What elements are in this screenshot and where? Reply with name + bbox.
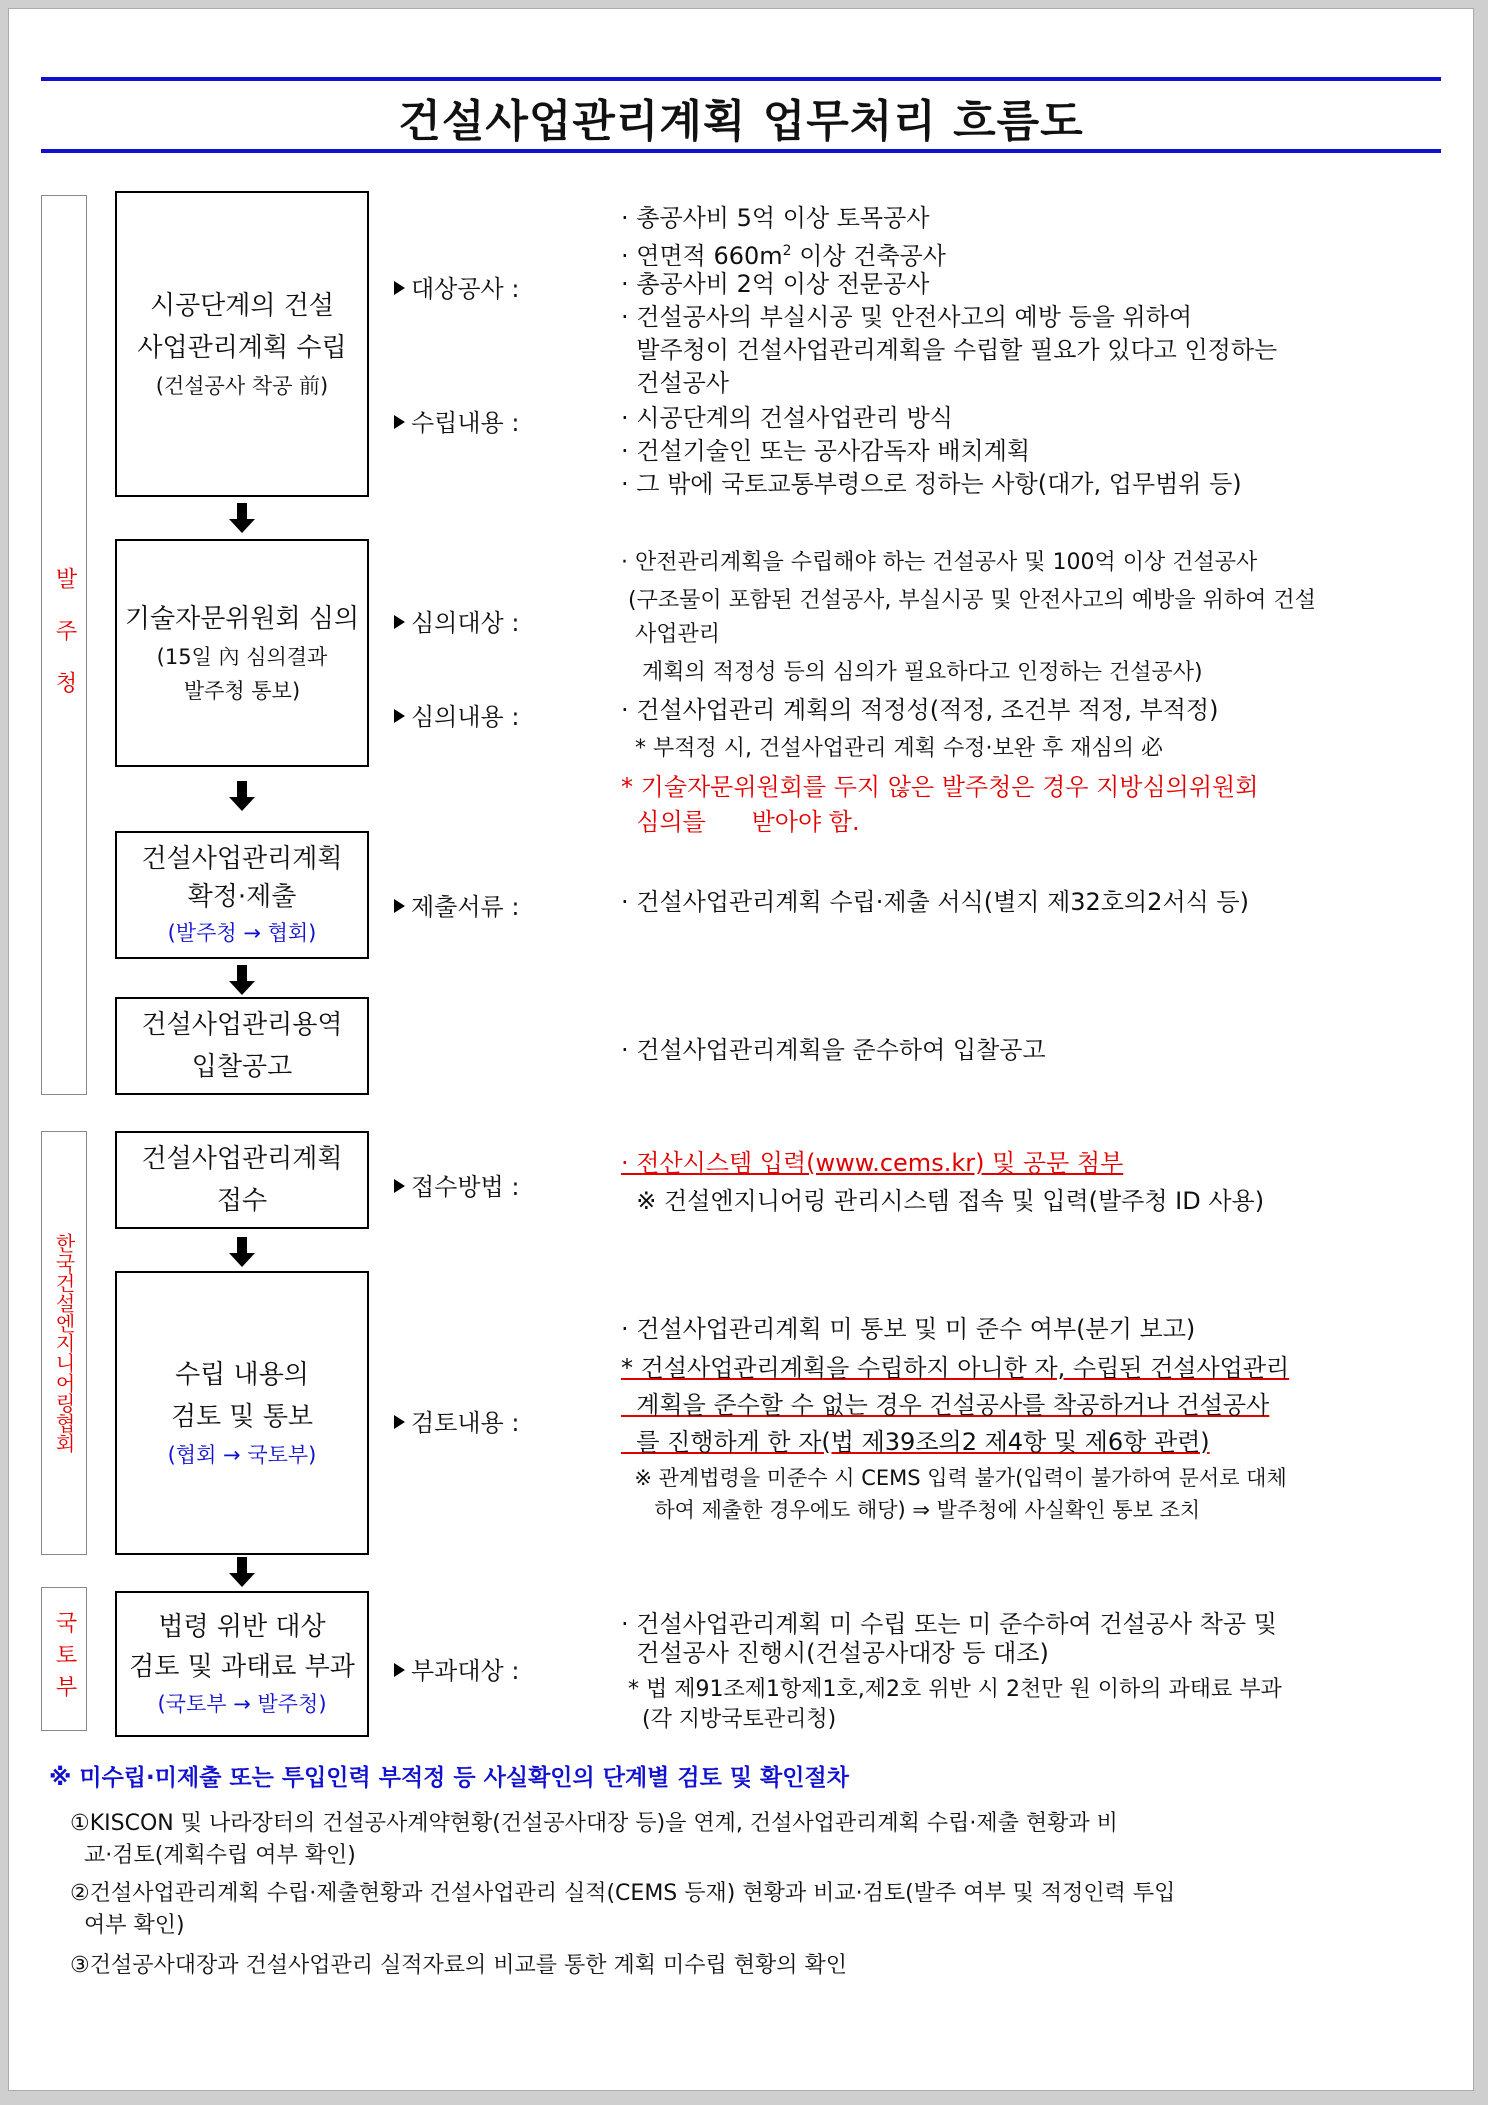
box-line: 법령 위반 대상 xyxy=(158,1612,326,1642)
box-flow-direction: (국토부 → 발주청) xyxy=(157,1692,327,1716)
label-review-content xyxy=(394,697,519,732)
triangle-bullet-icon xyxy=(394,899,405,913)
box-flow-direction: (발주청 → 협회) xyxy=(167,921,317,945)
text-line: · 총공사비 5억 이상 토목공사 xyxy=(621,204,930,232)
text-line: * 부적정 시, 건설사업관리 계획 수정·보완 후 재심의 必 xyxy=(621,736,1163,761)
side-label-ministry xyxy=(41,1587,87,1731)
box-line: 건설사업관리용역 xyxy=(141,1010,343,1040)
label-penalty-target xyxy=(394,1651,519,1686)
box-line: 건설사업관리계획 xyxy=(141,1144,343,1174)
text-line: * 법 제91조제1항제1호,제2호 위반 시 2천만 원 이하의 과태료 부과 xyxy=(621,1677,1282,1702)
triangle-bullet-icon xyxy=(394,709,405,723)
label-text: 검토내용 : xyxy=(411,1409,520,1437)
text-line: · 총공사비 2억 이상 전문공사 xyxy=(621,270,930,298)
box-line: 확정·제출 xyxy=(187,882,297,912)
text-line: 건설공사 xyxy=(621,369,729,397)
flow-step-plan-establishment xyxy=(115,191,369,497)
text-line-underlined: 계획을 준수할 수 없는 경우 건설공사를 착공하거나 건설공사 xyxy=(621,1391,1270,1419)
text-line: ※ 건설엔지니어링 관리시스템 접속 및 입력(발주청 ID 사용) xyxy=(621,1187,1265,1215)
flow-step-confirm-submit xyxy=(115,831,369,959)
text-line: · 시공단계의 건설사업관리 방식 xyxy=(621,404,953,432)
down-arrow-icon xyxy=(227,1557,257,1587)
label-submission-docs xyxy=(394,887,519,922)
document-page xyxy=(8,8,1474,2091)
text-line: 발주청이 건설사업관리계획을 수립할 필요가 있다고 인정하는 xyxy=(621,336,1278,364)
down-arrow-icon xyxy=(227,1237,257,1267)
flow-step-review-notify xyxy=(115,1271,369,1555)
box-line: 접수 xyxy=(216,1186,268,1216)
text-part: · 연면적 660m xyxy=(621,242,783,270)
box-line: 시공단계의 건설 xyxy=(149,291,335,321)
label-target-works xyxy=(394,269,519,304)
box-line: 검토 및 과태료 부과 xyxy=(129,1652,355,1682)
flow-step-advisory-review xyxy=(115,539,369,767)
box-line: 수립 내용의 xyxy=(175,1360,309,1390)
text-line-underlined: 를 진행하게 한 자(법 제39조의2 제4항 및 제6항 관련) xyxy=(621,1428,1210,1456)
label-text: 부과대상 : xyxy=(411,1657,520,1685)
label-review-items xyxy=(394,1403,519,1438)
down-arrow-icon xyxy=(227,503,257,533)
procedure-note: 여부 확인) xyxy=(49,1913,185,1938)
box-line: 검토 및 통보 xyxy=(170,1402,314,1432)
text-line: · 건설사업관리계획 수립·제출 서식(별지 제32호의2서식 등) xyxy=(621,888,1249,916)
procedure-note: 교·검토(계획수립 여부 확인) xyxy=(49,1843,356,1868)
procedure-notes-heading: ※ 미수립·미제출 또는 투입인력 부적정 등 사실확인의 단계별 검토 및 확인절차 xyxy=(49,1765,849,1791)
text-line: · 건설사업관리계획 미 통보 및 미 준수 여부(분기 보고) xyxy=(621,1315,1196,1343)
side-label-text: 국토부 xyxy=(52,1611,77,1707)
flow-step-penalty xyxy=(115,1591,369,1737)
box-line: 건설사업관리계획 xyxy=(141,844,343,874)
label-text: 제출서류 : xyxy=(411,893,520,921)
text-line: (각 지방국토관리청) xyxy=(621,1707,837,1732)
text-line: · 건설사업관리계획을 준수하여 입찰공고 xyxy=(621,1036,1046,1064)
triangle-bullet-icon xyxy=(394,1415,405,1429)
triangle-bullet-icon xyxy=(394,281,405,295)
text-line: 사업관리 xyxy=(621,622,720,647)
text-line: · 건설사업관리계획 미 수립 또는 미 준수하여 건설공사 착공 및 xyxy=(621,1610,1277,1638)
down-arrow-icon xyxy=(227,965,257,995)
triangle-bullet-icon xyxy=(394,615,405,629)
label-text: 대상공사 : xyxy=(411,275,520,303)
procedure-note: ②건설사업관리계획 수립·제출현황과 건설사업관리 실적(CEMS 등재) 현황과 비교·검토(발주 여부 및 적정인력 투입 xyxy=(49,1881,1176,1906)
box-line: 기술자문위원회 심의 xyxy=(124,604,360,634)
box-line: 사업관리계획 수립 xyxy=(137,333,347,363)
text-line: (구조물이 포함된 건설공사, 부실시공 및 안전사고의 예방을 위하여 건설 xyxy=(621,588,1316,613)
text-line: · 그 밖에 국토교통부령으로 정하는 사항(대가, 업무범위 등) xyxy=(621,470,1242,498)
label-text: 심의내용 : xyxy=(411,703,520,731)
title-rule-top xyxy=(41,77,1441,81)
text-line: 계획의 적정성 등의 심의가 필요하다고 인정하는 건설공사) xyxy=(621,660,1203,685)
side-label-association xyxy=(41,1131,87,1555)
label-text: 심의대상 : xyxy=(411,609,520,637)
text-part: 이상 건축공사 xyxy=(791,242,946,270)
box-line: 입찰공고 xyxy=(191,1052,293,1082)
procedure-note: ③건설공사대장과 건설사업관리 실적자료의 비교를 통한 계획 미수립 현황의 확인 xyxy=(49,1953,847,1978)
text-line: · 건설기술인 또는 공사감독자 배치계획 xyxy=(621,437,1031,465)
text-line-warning: 심의를 받아야 함. xyxy=(621,808,860,836)
text-line-underlined: * 건설사업관리계획을 수립하지 아니한 자, 수립된 건설사업관리 xyxy=(621,1354,1290,1382)
label-receipt-method xyxy=(394,1167,519,1202)
text-line: · 안전관리계획을 수립해야 하는 건설공사 및 100억 이상 건설공사 xyxy=(621,550,1258,575)
text-line: ※ 관계법령을 미준수 시 CEMS 입력 불가(입력이 불가하여 문서로 대체 xyxy=(621,1466,1287,1490)
label-text: 수립내용 : xyxy=(411,409,520,437)
text-line: · 건설사업관리 계획의 적정성(적정, 조건부 적정, 부적정) xyxy=(621,696,1219,724)
triangle-bullet-icon xyxy=(394,1179,405,1193)
text-line-warning: * 기술자문위원회를 두지 않은 발주청은 경우 지방심의위원회 xyxy=(621,773,1259,801)
triangle-bullet-icon xyxy=(394,415,405,429)
flow-step-bid-notice xyxy=(115,997,369,1095)
superscript: 2 xyxy=(782,243,792,259)
flow-step-receipt xyxy=(115,1131,369,1229)
page-title: 건설사업관리계획 업무처리 흐름도 xyxy=(398,96,1084,147)
box-subline: 발주청 통보) xyxy=(183,679,301,703)
title-rule-bottom xyxy=(41,149,1441,153)
text-line: · 건설공사의 부실시공 및 안전사고의 예방 등을 위하여 xyxy=(621,303,1193,331)
label-plan-content xyxy=(394,403,519,438)
text-line: 건설공사 진행시(건설공사대장 등 대조) xyxy=(621,1639,1049,1667)
procedure-note: ①KISCON 및 나라장터의 건설공사계약현황(건설공사대장 등)을 연계, 건설사업관리계획 수립·제출 현황과 비 xyxy=(49,1811,1118,1836)
side-label-ordering-agency xyxy=(41,195,87,1095)
box-subline: (건설공사 착공 前) xyxy=(155,374,329,398)
down-arrow-icon xyxy=(227,781,257,811)
side-label-text: 한국건설엔지니어링협회 xyxy=(52,1233,76,1453)
triangle-bullet-icon xyxy=(394,1663,405,1677)
label-text: 접수방법 : xyxy=(411,1173,520,1201)
box-flow-direction: (협회 → 국토부) xyxy=(167,1443,317,1467)
text-line: 하여 제출한 경우에도 해당) ⇒ 발주청에 사실확인 통보 조치 xyxy=(621,1498,1201,1522)
side-label-text: 발주청 xyxy=(52,567,77,723)
box-subline: (15일 內 심의결과 xyxy=(156,645,328,669)
label-review-target xyxy=(394,603,519,638)
text-line-highlight: · 전산시스템 입력(www.cems.kr) 및 공문 첨부 xyxy=(621,1149,1124,1177)
